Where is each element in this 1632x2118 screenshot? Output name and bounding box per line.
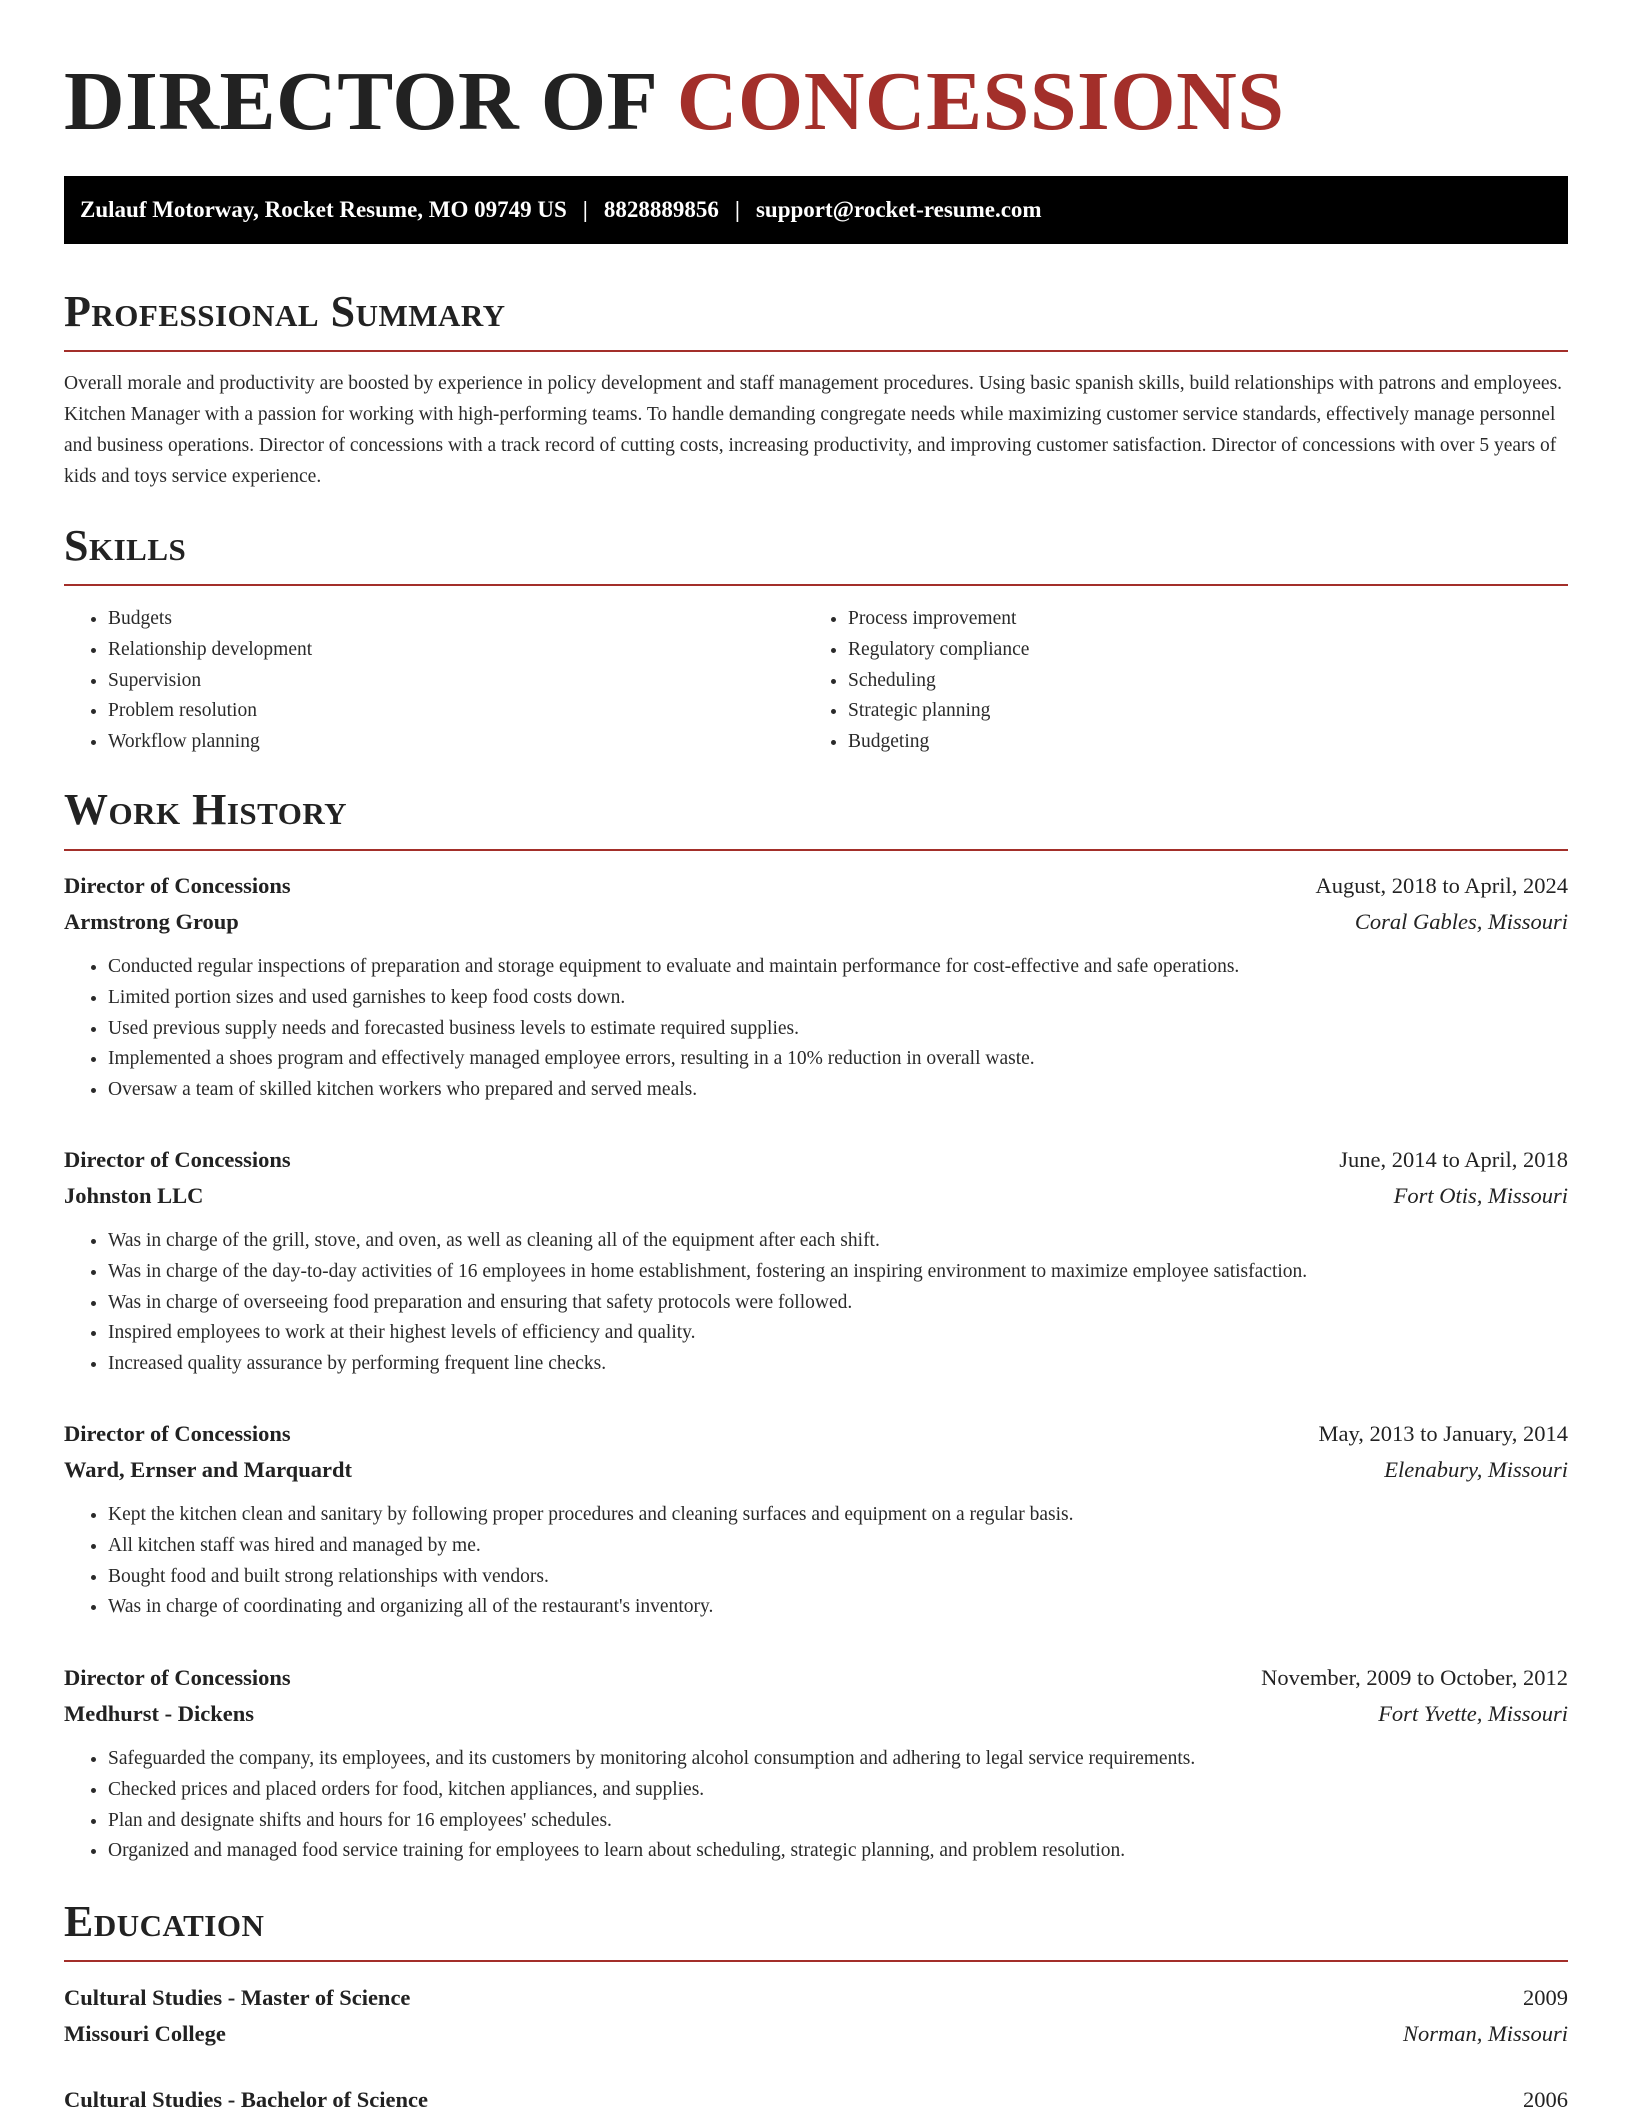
- job-title: Director of Concessions: [64, 873, 291, 898]
- section-divider: [64, 849, 1568, 851]
- job-dates: August, 2018 to April, 2024: [1315, 873, 1568, 898]
- job-entry: [64, 1660, 1568, 1867]
- section-divider: [64, 350, 1568, 352]
- job-bullet: • Implemented a shoes program and effectively managed employee errors, resulting in a 10% reduction in overall waste.: [108, 1044, 1568, 1075]
- contact-email: support@rocket-resume.com: [755, 197, 1042, 222]
- job-location: Fort Otis, Missouri: [1393, 1183, 1568, 1208]
- summary-heading: Professional Summary: [64, 287, 506, 336]
- job-company: Medhurst - Dickens: [64, 1701, 254, 1726]
- title-part-1: DIRECTOR OF: [64, 55, 656, 148]
- section-divider: [64, 1960, 1568, 1962]
- education-entry: [64, 1980, 1568, 2052]
- job-dates: June, 2014 to April, 2018: [1339, 1147, 1568, 1172]
- job-company-row: [64, 1696, 1568, 1732]
- job-bullet: • Increased quality assurance by performing frequent line checks.: [108, 1349, 1568, 1380]
- job-bullet: • All kitchen staff was hired and managed by me.: [108, 1531, 1568, 1562]
- job-title: Director of Concessions: [64, 1665, 291, 1690]
- job-bullet: • Bought food and built strong relationships with vendors.: [108, 1562, 1568, 1593]
- contact-bar: [64, 176, 1568, 244]
- contact-phone: 8828889856: [603, 197, 719, 222]
- job-entry: [64, 1142, 1568, 1380]
- title-part-2: CONCESSIONS: [676, 55, 1285, 148]
- skill-item: • Relationship development: [108, 635, 312, 666]
- job-bullets: [64, 1226, 1568, 1380]
- job-bullet: • Conducted regular inspections of preparation and storage equipment to evaluate and maintain performance for cost-effective and safe operations.: [108, 952, 1568, 983]
- job-entry: [64, 868, 1568, 1106]
- job-bullet: • Was in charge of overseeing food preparation and ensuring that safety protocols were followed.: [108, 1288, 1568, 1319]
- skill-item: • Strategic planning: [848, 696, 1029, 727]
- job-title: Director of Concessions: [64, 1421, 291, 1446]
- job-header-row: [64, 1416, 1568, 1452]
- job-bullet: • Was in charge of the grill, stove, and oven, as well as cleaning all of the equipment after each shift.: [108, 1226, 1568, 1257]
- education-location: Norman, Missouri: [1402, 2021, 1568, 2046]
- job-location: Coral Gables, Missouri: [1354, 909, 1568, 934]
- job-company-row: [64, 1178, 1568, 1214]
- job-company-row: [64, 904, 1568, 940]
- job-dates: November, 2009 to October, 2012: [1261, 1665, 1568, 1690]
- job-location: Elenabury, Missouri: [1384, 1457, 1568, 1482]
- work-history-heading: Work History: [64, 785, 348, 834]
- summary-text: Overall morale and productivity are boosted by experience in policy development and staff management procedures. Using basic spanish skills, build relationships with patrons and employees. Kitchen Manager with a passion for working with high-performing teams. To handle demanding congregate needs while maximizing customer service standards, effectively manage personnel and business operations. Director of concessions with a track record of cutting costs, increasing productivity, and improving customer satisfaction. Director of concessions with over 5 years of kids and toys service experience.: [64, 373, 1563, 487]
- section-divider: [64, 584, 1568, 586]
- skill-item: • Scheduling: [848, 666, 1029, 697]
- skill-item: • Process improvement: [848, 604, 1029, 635]
- job-header-row: [64, 1660, 1568, 1696]
- contact-separator: |: [582, 197, 588, 222]
- education-header-row: [64, 2082, 1568, 2118]
- skill-item: • Budgets: [108, 604, 312, 635]
- job-bullet: • Was in charge of coordinating and organizing all of the restaurant's inventory.: [108, 1592, 1568, 1623]
- education-degree: Cultural Studies - Bachelor of Science: [64, 2087, 428, 2112]
- education-header-row: [64, 1980, 1568, 2016]
- job-bullet: • Oversaw a team of skilled kitchen workers who prepared and served meals.: [108, 1075, 1568, 1106]
- skill-item: • Regulatory compliance: [848, 635, 1029, 666]
- skill-item: • Supervision: [108, 666, 312, 697]
- job-bullets: [64, 952, 1568, 1106]
- education-school-row: [64, 2016, 1568, 2052]
- contact-separator: |: [734, 197, 740, 222]
- education-degree: Cultural Studies - Master of Science: [64, 1985, 411, 2010]
- job-entry: [64, 1416, 1568, 1623]
- job-bullet: • Organized and managed food service training for employees to learn about scheduling, strategic planning, and problem resolution.: [108, 1836, 1568, 1867]
- skill-item: • Budgeting: [848, 727, 1029, 758]
- education-year: 2006: [1523, 2087, 1568, 2112]
- job-bullet: • Used previous supply needs and forecasted business levels to estimate required supplies.: [108, 1014, 1568, 1045]
- job-company: Johnston LLC: [64, 1183, 204, 1208]
- job-title: Director of Concessions: [64, 1147, 291, 1172]
- education-heading: Education: [64, 1897, 265, 1946]
- job-bullet: • Inspired employees to work at their highest levels of efficiency and quality.: [108, 1318, 1568, 1349]
- job-location: Fort Yvette, Missouri: [1378, 1701, 1568, 1726]
- job-header-row: [64, 868, 1568, 904]
- skills-list-left: [64, 604, 312, 758]
- job-bullets: [64, 1500, 1568, 1623]
- education-entry: [64, 2082, 1568, 2118]
- skill-item: • Workflow planning: [108, 727, 312, 758]
- skill-item: • Problem resolution: [108, 696, 312, 727]
- job-dates: May, 2013 to January, 2014: [1318, 1421, 1568, 1446]
- education-year: 2009: [1523, 1985, 1568, 2010]
- job-bullet: • Was in charge of the day-to-day activities of 16 employees in home establishment, fostering an inspiring environment to maximize employee satisfaction.: [108, 1257, 1568, 1288]
- job-bullet: • Plan and designate shifts and hours for 16 employees' schedules.: [108, 1806, 1568, 1837]
- job-header-row: [64, 1142, 1568, 1178]
- job-company: Armstrong Group: [64, 909, 239, 934]
- job-bullet: • Kept the kitchen clean and sanitary by following proper procedures and cleaning surfaces and equipment on a regular basis.: [108, 1500, 1568, 1531]
- page-title: [64, 52, 1284, 152]
- education-school: Missouri College: [64, 2021, 226, 2046]
- contact-address: Zulauf Motorway, Rocket Resume, MO 09749 US: [80, 197, 567, 222]
- job-bullets: [64, 1744, 1568, 1867]
- job-bullet: • Safeguarded the company, its employees, and its customers by monitoring alcohol consumption and adhering to legal service requirements.: [108, 1744, 1568, 1775]
- job-bullet: • Checked prices and placed orders for food, kitchen appliances, and supplies.: [108, 1775, 1568, 1806]
- job-bullet: • Limited portion sizes and used garnishes to keep food costs down.: [108, 983, 1568, 1014]
- skills-heading: Skills: [64, 521, 187, 570]
- skills-list-right: [804, 604, 1029, 758]
- job-company: Ward, Ernser and Marquardt: [64, 1457, 352, 1482]
- job-company-row: [64, 1452, 1568, 1488]
